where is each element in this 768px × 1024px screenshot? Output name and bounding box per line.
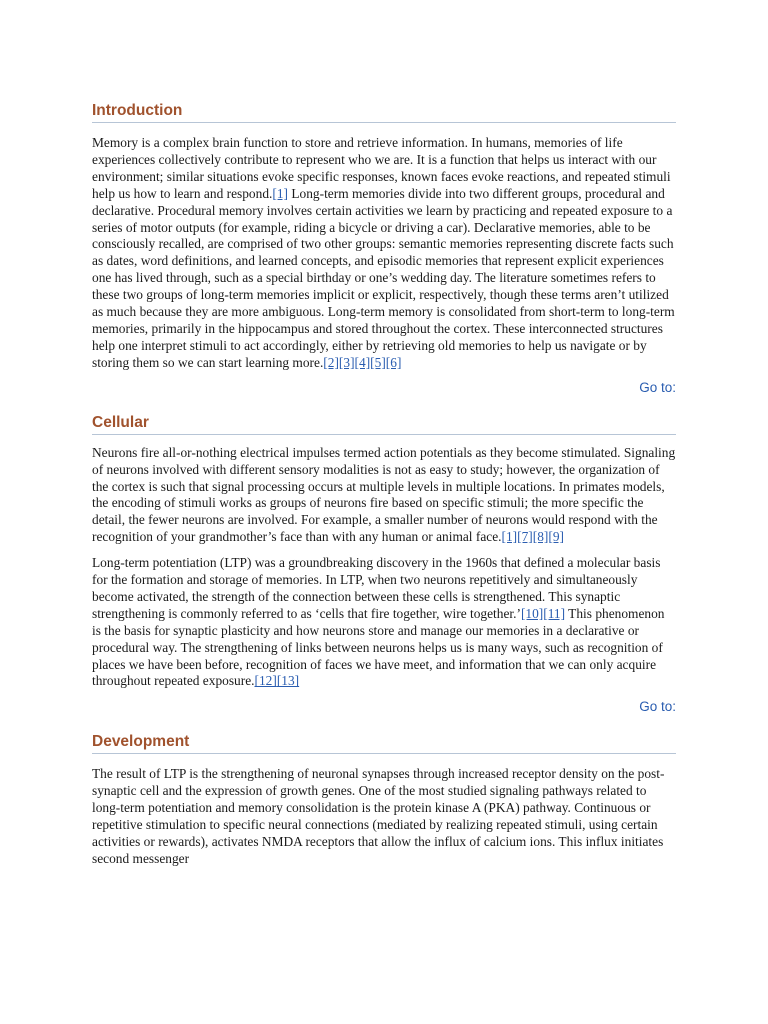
- citation-link[interactable]: [12]: [254, 673, 277, 689]
- citation-link[interactable]: [5]: [370, 354, 386, 370]
- citation-link[interactable]: [10]: [520, 605, 544, 621]
- paragraph-text: Long-term memories divide into two different groups, procedural and declarative. Procedural memory involves certain activities we learn by practicing and repeated exposure to a series of motor outputs (for example, riding a bicycle or driving a car). Declarative memories, able to be consciously recalled, are comprised of two other groups: semantic memories representing discrete facts such as dates, word definitions, and learned concepts, and episodic memories that represent explicit experiences one has lived through, such as a special birthday or one’s wedding day. The literature sometimes refers to these two groups of long-term memories implicit or explicit, respectively, though these terms aren’t utilized as much because they are more ambiguous. Long-term memory is consolidated from short-term to long-term memories, primarily in the hippocampus and stored throughout the cortex. These interconnected structures help one interpret stimuli to act accordingly, either by retrieving old memories to help us navigate or by storing them so we can start learning more.: [92, 185, 675, 370]
- goto-link[interactable]: Go to:: [639, 379, 676, 395]
- citation-link[interactable]: [11]: [543, 605, 566, 621]
- paragraph-text: Memory is a complex brain function to store and retrieve information. In humans, memories of life experiences collectively contribute to represent who we are. It is a function that helps us interact with our environment; similar situations evoke specific responses, known faces evoke reactions, and repeated stimuli help us how to learn and respond.: [92, 135, 671, 201]
- goto-link[interactable]: Go to:: [639, 699, 676, 715]
- section-introduction: [92, 102, 676, 398]
- citation-link[interactable]: [13]: [276, 673, 300, 689]
- cellular-paragraph-2: [92, 555, 676, 690]
- citation-link[interactable]: [2]: [323, 354, 339, 370]
- citation-link[interactable]: [1]: [501, 529, 518, 545]
- development-paragraph: The result of LTP is the strengthening of neuronal synapses through increased receptor density on the post-synaptic cell and the expression of growth genes. One of the most studied signaling pathways related to long-term potentiation and memory consolidation is the protein kinase A (PKA) pathway. Continuous or repetitive stimulation to specific neural connections (mediated by realizing repeated stimuli, using certain activities or rewards), activates NMDA receptors that allow the influx of calcium ions. This influx initiates second messenger: [92, 766, 665, 866]
- section-heading-introduction: Introduction: [92, 102, 676, 123]
- citation-link[interactable]: [7]: [517, 529, 533, 545]
- citation-link[interactable]: [1]: [272, 185, 288, 201]
- section-development: [92, 733, 676, 867]
- paragraph-text: Neurons fire all-or-nothing electrical impulses termed action potentials as they become stimulated. Signaling of neurons involved with different sensory modalities is not as easy to study; however, the organization of the cortex is such that signal processing occurs at multiple levels in multiple locations. In primates models, the encoding of stimuli works as groups of neurons fire based on specific stimuli; the more specific the detail, the fewer neurons are involved. For example, a smaller number of neurons would respond with the recognition of your grandmother’s face than with any human or animal face.: [92, 444, 676, 545]
- section-heading-development: Development: [92, 733, 676, 754]
- introduction-paragraph: [92, 135, 676, 372]
- citation-link[interactable]: [8]: [532, 529, 549, 545]
- paragraph-text: Long-term potentiation (LTP) was a groundbreaking discovery in the 1960s that defined a molecular basis for the formation and storage of memories. In LTP, when two neurons repetitively and simultaneously become activated, the strength of the connection between these cells is strengthened. This synaptic strengthening is commonly referred to as ‘cells that fire together, wire together.’: [92, 555, 661, 621]
- article-body: [92, 102, 676, 868]
- section-heading-cellular: Cellular: [92, 414, 676, 435]
- section-cellular: [92, 414, 676, 718]
- paragraph-text: This phenomenon is the basis for synaptic plasticity and how neurons store and manage our memories in a declarative or procedural way. The strengthening of links between neurons helps us is many ways, such as recognition of places we have been before, recognition of faces we have meet, and information that we can only acquire throughout repeated exposure.: [92, 605, 665, 689]
- citation-link[interactable]: [6]: [385, 354, 402, 370]
- cellular-paragraph-1: [92, 445, 676, 546]
- citation-link[interactable]: [9]: [548, 529, 565, 545]
- citation-link[interactable]: [4]: [354, 354, 371, 370]
- citation-link[interactable]: [3]: [338, 354, 355, 370]
